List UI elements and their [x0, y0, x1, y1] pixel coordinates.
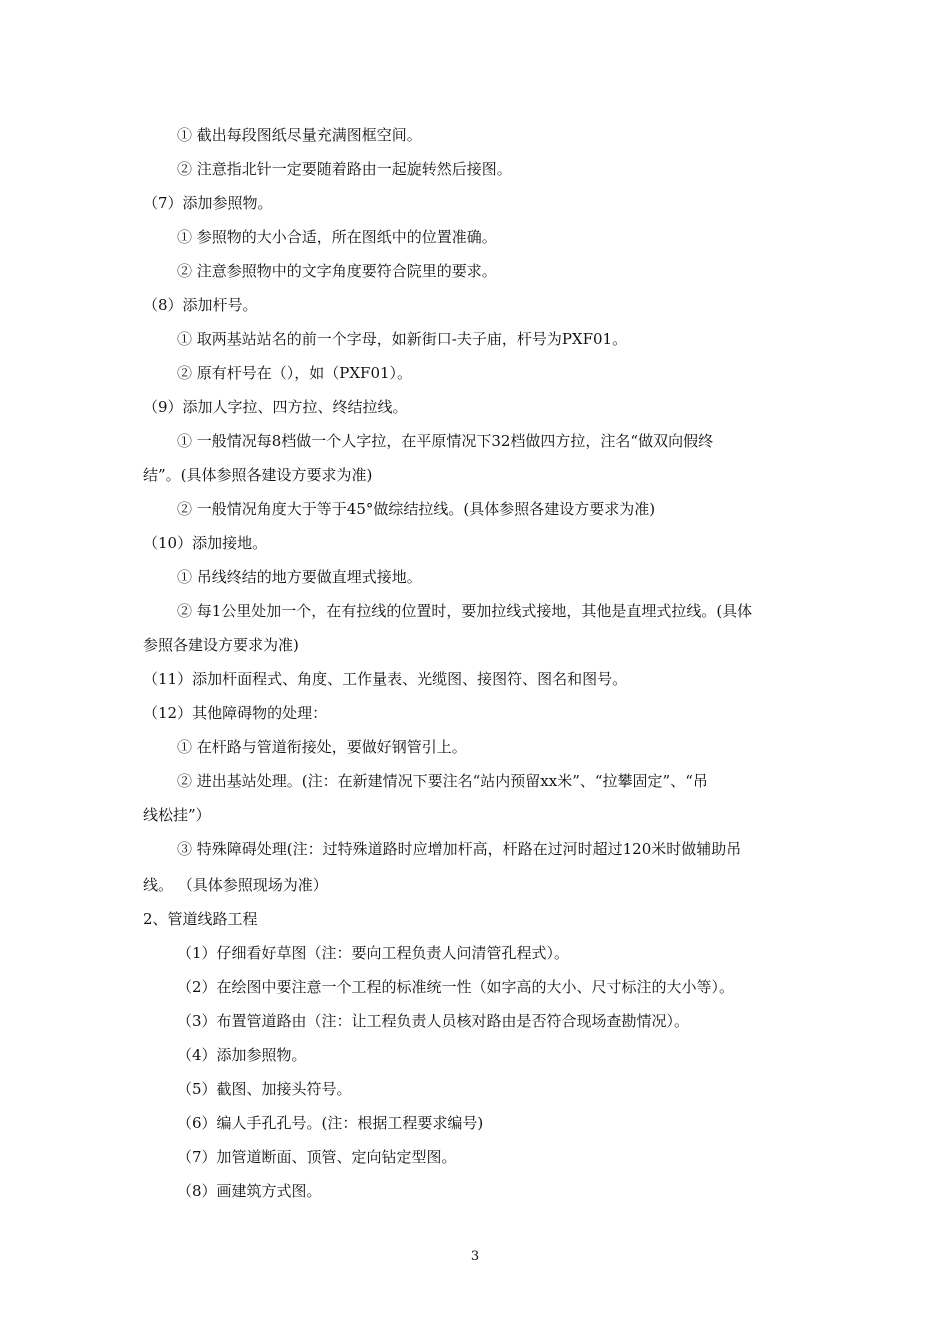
list-item: ② 进出基站处理。(注：在新建情况下要注名“站内预留xx米”、“拉攀固定”、“吊 — [177, 772, 708, 790]
list-item: ② 一般情况角度大于等于45°做综结拉线。(具体参照各建设方要求为准) — [177, 500, 656, 518]
list-item: ② 注意指北针一定要随着路由一起旋转然后接图。 — [177, 160, 512, 178]
list-item-continuation: 参照各建设方要求为准) — [143, 636, 299, 654]
list-item: ① 在杆路与管道衔接处，要做好钢管引上。 — [177, 738, 467, 756]
section-heading: （8）添加杆号。 — [143, 296, 258, 314]
list-item: （3）布置管道路由（注：让工程负责人员核对路由是否符合现场查勘情况）。 — [177, 1012, 690, 1030]
section-heading: （7）添加参照物。 — [143, 194, 273, 212]
list-item: （2）在绘图中要注意一个工程的标准统一性（如字高的大小、尺寸标注的大小等）。 — [177, 978, 735, 996]
list-item: （7）加管道断面、顶管、定向钻定型图。 — [177, 1148, 457, 1166]
list-item: ② 每1公里处加一个，在有拉线的位置时，要加拉线式接地，其他是直埋式拉线。(具体 — [177, 602, 753, 620]
section-heading: （12）其他障碍物的处理： — [143, 704, 328, 722]
list-item: ① 参照物的大小合适，所在图纸中的位置准确。 — [177, 228, 497, 246]
list-item-continuation: 线。 （具体参照现场为准） — [143, 876, 328, 894]
list-item: ① 取两基站站名的前一个字母，如新街口-夫子庙，杆号为PXF01。 — [177, 330, 628, 348]
list-item-continuation: 线松挂”） — [143, 806, 211, 824]
list-item: ② 原有杆号在（），如（PXF01）。 — [177, 364, 413, 382]
list-item: ② 注意参照物中的文字角度要符合院里的要求。 — [177, 262, 497, 280]
list-item: （1）仔细看好草图（注：要向工程负责人问清管孔程式）。 — [177, 944, 570, 962]
list-item: （5）截图、加接头符号。 — [177, 1080, 352, 1098]
list-item: ① 吊线终结的地方要做直埋式接地。 — [177, 568, 422, 586]
list-item: ① 一般情况每8档做一个人字拉，在平原情况下32档做四方拉，注名“做双向假终 — [177, 432, 714, 450]
section-heading: （10）添加接地。 — [143, 534, 268, 552]
section-heading: 2、管道线路工程 — [143, 910, 258, 928]
list-item: （4）添加参照物。 — [177, 1046, 307, 1064]
list-item: ③ 特殊障碍处理(注：过特殊道路时应增加杆高，杆路在过河时超过120米时做辅助吊 — [177, 840, 742, 858]
list-item: （8）画建筑方式图。 — [177, 1182, 322, 1200]
list-item: ① 截出每段图纸尽量充满图框空间。 — [177, 126, 422, 144]
section-heading: （11）添加杆面程式、角度、工作量表、光缆图、接图符、图名和图号。 — [143, 670, 628, 688]
list-item: （6）编人手孔孔号。(注：根据工程要求编号) — [177, 1114, 484, 1132]
page-number: 3 — [470, 1249, 480, 1264]
list-item-continuation: 结”。(具体参照各建设方要求为准) — [143, 466, 373, 484]
section-heading: （9）添加人字拉、四方拉、终结拉线。 — [143, 398, 408, 416]
